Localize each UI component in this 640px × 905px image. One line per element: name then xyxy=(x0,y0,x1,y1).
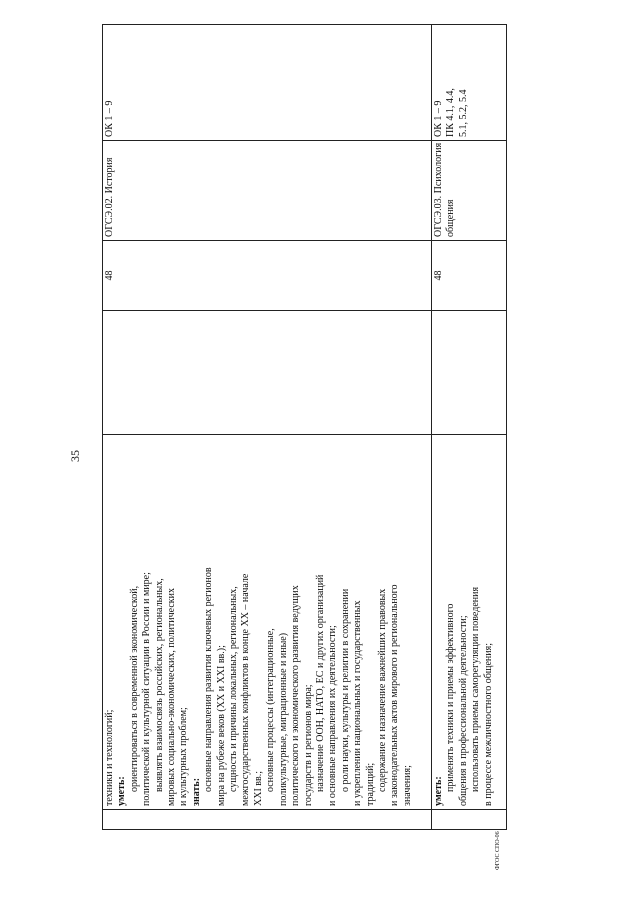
section-label: знать: xyxy=(190,777,202,806)
competencies-value: ОК 1 – 9 xyxy=(104,100,115,137)
competencies-cell xyxy=(103,25,432,141)
table-row xyxy=(432,25,507,830)
text-line: значения; xyxy=(401,765,413,806)
text-line: и укреплении национальных и государственных xyxy=(352,600,364,806)
competencies-line: ПК 4.1, 4.4, xyxy=(445,88,457,137)
discipline-cell xyxy=(432,141,507,241)
text-line: о роли науки, культуры и религии в сохранении xyxy=(339,588,351,792)
empty-hours-cell xyxy=(432,311,507,435)
text-line: политической и культурной ситуации в России и мире; xyxy=(141,572,153,806)
requirements-cell xyxy=(432,435,507,810)
text-line: и законодательных актов мирового и регионального xyxy=(389,584,401,806)
discipline-cell xyxy=(103,141,432,241)
rotated-page xyxy=(62,25,522,870)
text-line: выявлять взаимосвязь российских, региональных, xyxy=(153,578,165,792)
text-line: назначение ООН, НАТО, ЕС и других организаций xyxy=(314,574,326,792)
discipline-title: ОГСЭ.02. История xyxy=(104,157,115,237)
discipline-title-line: ОГСЭ.03. Психология xyxy=(433,142,444,237)
text-line: сущность и причины локальных, региональных, xyxy=(228,586,240,792)
text-line: основные процессы (интеграционные, xyxy=(265,628,277,792)
text-line: поликультурные, миграционные и иные) xyxy=(277,632,289,806)
text-line: основные направления развития ключевых регионов xyxy=(203,567,215,792)
text-line: техники и технологий; xyxy=(104,709,115,806)
discipline-title-line: общения xyxy=(445,199,457,237)
table-row xyxy=(103,25,432,830)
text-line: использовать приемы саморегуляции поведения xyxy=(470,586,482,792)
section-label: уметь: xyxy=(116,776,128,806)
text-line: традиций; xyxy=(364,762,376,806)
empty-hours-cell xyxy=(103,311,432,435)
text-line: общения в профессиональной деятельности; xyxy=(457,615,469,806)
requirements-text xyxy=(104,438,414,806)
text-line: в процессе межличностного общения; xyxy=(482,642,494,806)
text-line: мировых социально-экономических, политических xyxy=(166,587,178,806)
competencies-cell xyxy=(432,25,507,141)
text-line: политического и экономического развития ведущих xyxy=(290,585,302,806)
text-line: содержание и назначение важнейших правовых xyxy=(376,588,388,792)
text-line: применять техники и приемы эффективного xyxy=(445,603,457,792)
page-number: 35 xyxy=(68,450,82,462)
index-cell xyxy=(432,810,507,830)
requirements-cell xyxy=(103,435,432,810)
index-cell xyxy=(103,810,432,830)
competencies-line: ОК 1 – 9 xyxy=(433,100,444,137)
hours-value: 48 xyxy=(433,270,444,281)
text-line: XXI вв.; xyxy=(252,771,264,806)
hours-value: 48 xyxy=(104,270,115,281)
text-line: ориентироваться в современной экономической, xyxy=(128,585,140,792)
competencies-line: 5.1, 5.2, 5.4 xyxy=(457,89,469,137)
hours-cell xyxy=(432,241,507,311)
text-line: государств и регионов мира; xyxy=(302,684,314,806)
curriculum-table xyxy=(102,24,507,830)
text-line: и основные направления их деятельности; xyxy=(327,625,339,806)
section-label: уметь: xyxy=(433,776,444,806)
footer-code: ФГОС СПО-06 xyxy=(495,831,501,870)
text-line: межгосударственных конфликтов в конце XX – начале xyxy=(240,573,252,806)
text-line: и культурных проблем; xyxy=(178,707,190,806)
requirements-text xyxy=(433,438,495,806)
hours-cell xyxy=(103,241,432,311)
text-line: мира на рубеже веков (XX и XXI вв.); xyxy=(215,645,227,806)
